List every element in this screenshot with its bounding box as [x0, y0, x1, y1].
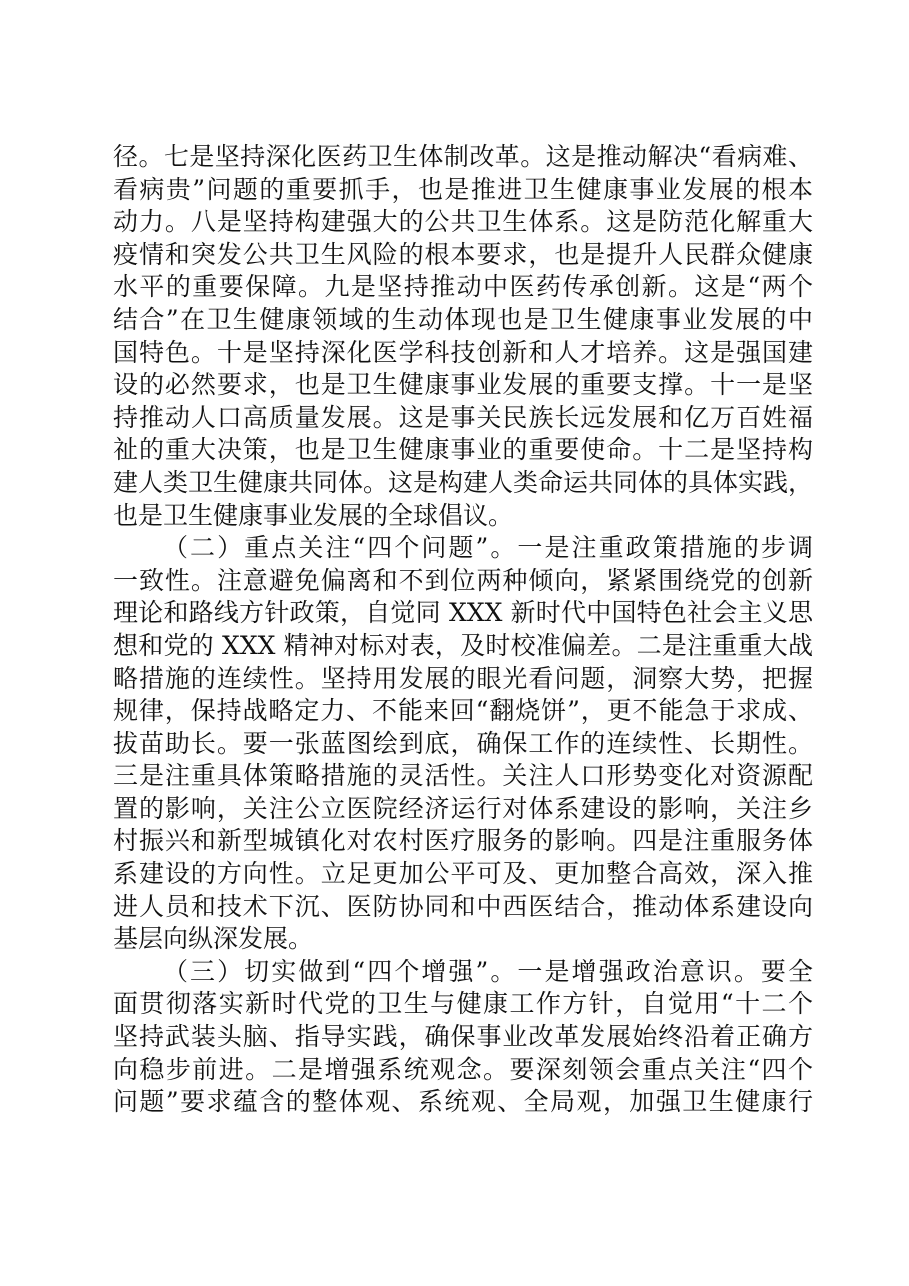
paragraph-end-line: 基层向纵深发展。: [113, 924, 314, 954]
text-line: 向稳步前进。二是增强系统观念。要深刻领会重点关注“四个: [113, 1054, 813, 1084]
text-line: 国特色。十是坚持深化医学科技创新和人才培养。这是强国建: [113, 337, 813, 367]
document-body: [113, 141, 813, 1119]
text-line: 拔苗助长。要一张蓝图绘到底，确保工作的连续性、长期性。: [113, 728, 813, 758]
text-line: 坚持武装头脑、指导实践，确保事业改革发展始终沿着正确方: [113, 1022, 813, 1052]
text-line: 径。七是坚持深化医药卫生体制改革。这是推动解决“看病难、: [113, 142, 813, 171]
text-line: 持推动人口高质量发展。这是事关民族长远发展和亿万百姓福: [113, 402, 813, 432]
text-line: 看病贵”问题的重要抓手，也是推进卫生健康事业发展的根本: [113, 174, 813, 204]
text-line: 结合”在卫生健康领域的生动体现也是卫生健康事业发展的中: [113, 304, 813, 334]
text-line: 动力。八是坚持构建强大的公共卫生体系。这是防范化解重大: [113, 207, 813, 237]
text-line: 三是注重具体策略措施的灵活性。关注人口形势变化对资源配: [113, 761, 813, 791]
text-line: 略措施的连续性。坚持用发展的眼光看问题，洞察大势，把握: [113, 663, 813, 693]
text-line: 面贯彻落实新时代党的卫生与健康工作方针，自觉用“十二个: [113, 989, 813, 1019]
section-heading-line: （二）重点关注“四个问题”。一是注重政策措施的步调: [163, 533, 813, 563]
text-line: 系建设的方向性。立足更加公平可及、更加整合高效，深入推: [113, 859, 813, 889]
text-line: 问题”要求蕴含的整体观、系统观、全局观，加强卫生健康行: [113, 1087, 813, 1117]
text-line: 理论和路线方针政策，自觉同 XXX 新时代中国特色社会主义思: [113, 598, 813, 628]
text-line: 想和党的 XXX 精神对标对表，及时校准偏差。二是注重重大战: [113, 630, 813, 660]
text-line: 祉的重大决策，也是卫生健康事业的重要使命。十二是坚持构: [113, 435, 813, 465]
section-heading-line: （三）切实做到“四个增强”。一是增强政治意识。要全: [163, 956, 813, 986]
text-line: 水平的重要保障。九是坚持推动中医药传承创新。这是“两个: [113, 272, 813, 302]
text-line: 规律，保持战略定力、不能来回“翻烧饼”，更不能急于求成、: [113, 696, 813, 726]
text-line: 建人类卫生健康共同体。这是构建人类命运共同体的具体实践，: [113, 467, 813, 497]
text-line: 一致性。注意避免偏离和不到位两种倾向，紧紧围绕党的创新: [113, 565, 813, 595]
text-line: 置的影响，关注公立医院经济运行对体系建设的影响，关注乡: [113, 793, 813, 823]
paragraph-end-line: 也是卫生健康事业发展的全球倡议。: [113, 500, 514, 530]
text-line: 疫情和突发公共卫生风险的根本要求，也是提升人民群众健康: [113, 239, 813, 269]
text-line: 设的必然要求，也是卫生健康事业发展的重要支撑。十一是坚: [113, 370, 813, 400]
text-line: 村振兴和新型城镇化对农村医疗服务的影响。四是注重服务体: [113, 826, 813, 856]
text-line: 进人员和技术下沉、医防协同和中西医结合，推动体系建设向: [113, 891, 813, 921]
